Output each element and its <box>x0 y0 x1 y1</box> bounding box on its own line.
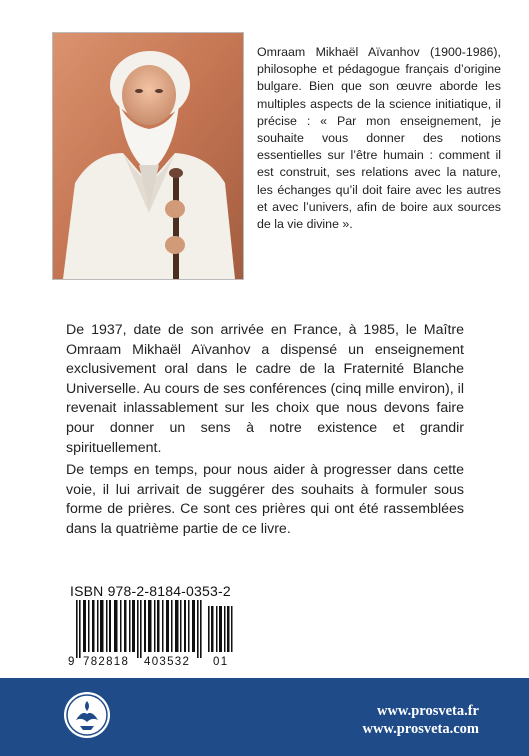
description-paragraph-1: De 1937, date de son arrivée en France, à 1985, le Maître Omraam Mikhaël Aïvanhov a dispensé un enseignement exclusivement oral dans le cadre de la Fraternité Blanche Universelle. Au cours de ses conférences (cinq mille environ), il revenait inlassablement sur les choix que nous devons faire pour donner un sens à notre existence et grandir spirituellement. <box>66 322 464 456</box>
description-paragraph-2: De temps en temps, pour nous aider à progresser dans cette voie, il lui arrivait de suggérer des souhaits à formuler sous forme de prières. Ce sont ces prières qui ont été rassemblées dans la quatrième partie de ce livre. <box>66 462 464 537</box>
barcode-first-digit: 9 <box>68 656 75 668</box>
link-prosveta-fr[interactable]: www.prosveta.fr <box>376 703 479 719</box>
prosveta-logo-icon <box>62 690 112 740</box>
barcode-digits <box>66 656 236 672</box>
barcode-right-digits: 403532 <box>144 656 191 668</box>
book-description <box>66 321 464 540</box>
author-portrait-image <box>53 33 243 279</box>
barcode-addon-digits: 01 <box>213 656 229 668</box>
barcode-left-digits: 782818 <box>83 656 130 668</box>
author-portrait <box>53 33 243 279</box>
website-links <box>362 702 479 738</box>
author-bio: Omraam Mikhaël Aïvanhov (1900-1986), philosophe et pédagogue français d’origine bulgare. Bien que son œuvre aborde les multiples aspects de la science initiatique, il précise : « Par mon enseignement, je souhaite vous donner des notions essentielles sur l’être humain : comment il est construit, ses relations avec la nature, les échanges qu’il doit faire avec les autres et avec l’univers, afin de boire aux sources de la vie divine ». <box>257 45 501 232</box>
ean-barcode <box>66 600 236 658</box>
isbn-label: ISBN 978-2-8184-0353-2 <box>70 583 231 599</box>
link-prosveta-com[interactable]: www.prosveta.com <box>362 721 479 737</box>
